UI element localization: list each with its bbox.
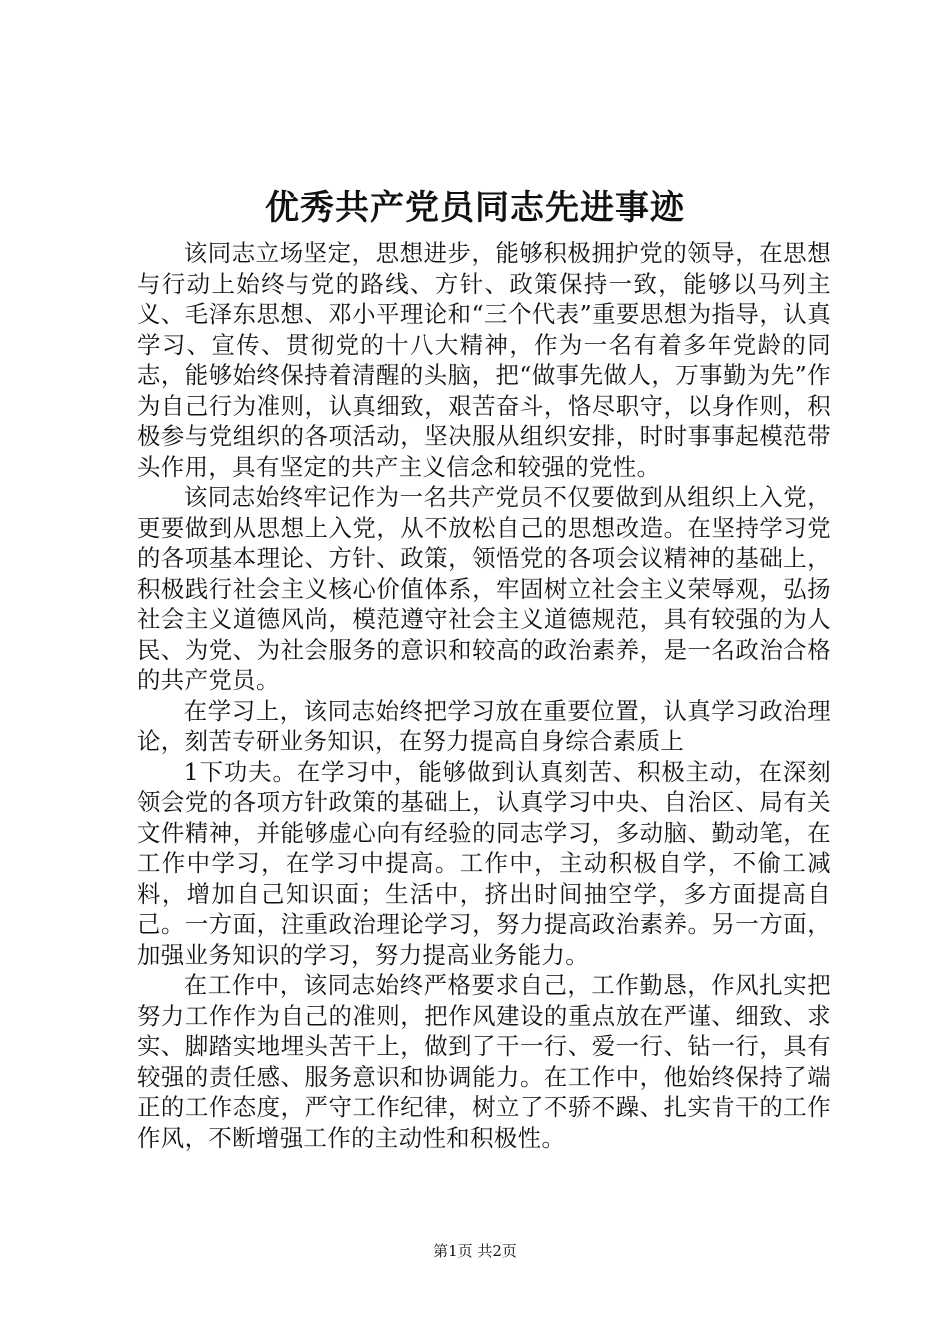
paragraph: 该同志立场坚定，思想进步，能够积极拥护党的领导，在思想与行动上始终与党的路线、方针、政策保持一致，能够以马列主义、毛泽东思想、邓小平理论和“三个代表”重要思想为指导，认真学习、宣传、贯彻党的十八大精神，作为一名有着多年党龄的同志，能够始终保持着清醒的头脑，把“做事先做人，万事勤为先”作为自己行为准则，认真细致，艰苦奋斗，恪尽职守，以身作则，积极参与党组织的各项活动，坚决服从组织安排，时时事事起模范带头作用，具有坚定的共产主义信念和较强的党性。 <box>137 239 831 481</box>
paragraph: 1下功夫。在学习中，能够做到认真刻苦、积极主动，在深刻领会党的各项方针政策的基础上，认真学习中央、自治区、局有关文件精神，并能够虚心向有经验的同志学习，多动脑、勤动笔，在工作中学习，在学习中提高。工作中，主动积极自学，不偷工减料，增加自己知识面；生活中，挤出时间抽空学，多方面提高自己。一方面，注重政治理论学习，努力提高政治素养。另一方面，加强业务知识的学习，努力提高业务能力。 <box>137 757 831 969</box>
page-footer: 第1页 共2页 <box>433 1242 517 1260</box>
document-body <box>137 238 831 1153</box>
paragraph: 该同志始终牢记作为一名共产党员不仅要做到从组织上入党，更要做到从思想上入党，从不放松自己的思想改造。在坚持学习党的各项基本理论、方针、政策，领悟党的各项会议精神的基础上，积极践行社会主义核心价值体系，牢固树立社会主义荣辱观，弘扬社会主义道德风尚，模范遵守社会主义道德规范，具有较强的为人民、为党、为社会服务的意识和较高的政治素养，是一名政治合格的共产党员。 <box>137 483 831 694</box>
paragraph: 在工作中，该同志始终严格要求自己，工作勤恳，作风扎实把努力工作作为自己的准则，把作风建设的重点放在严谨、细致、求实、脚踏实地埋头苦干上，做到了干一行、爱一行、钻一行，具有较强的责任感、服务意识和协调能力。在工作中，他始终保持了端正的工作态度，严守工作纪律，树立了不骄不躁、扎实肯干的工作作风，不断增强工作的主动性和积极性。 <box>137 971 831 1152</box>
document-title: 优秀共产党员同志先进事迹 <box>265 188 685 228</box>
paragraph: 在学习上，该同志始终把学习放在重要位置，认真学习政治理论，刻苦专研业务知识，在努力提高自身综合素质上 <box>137 696 831 755</box>
